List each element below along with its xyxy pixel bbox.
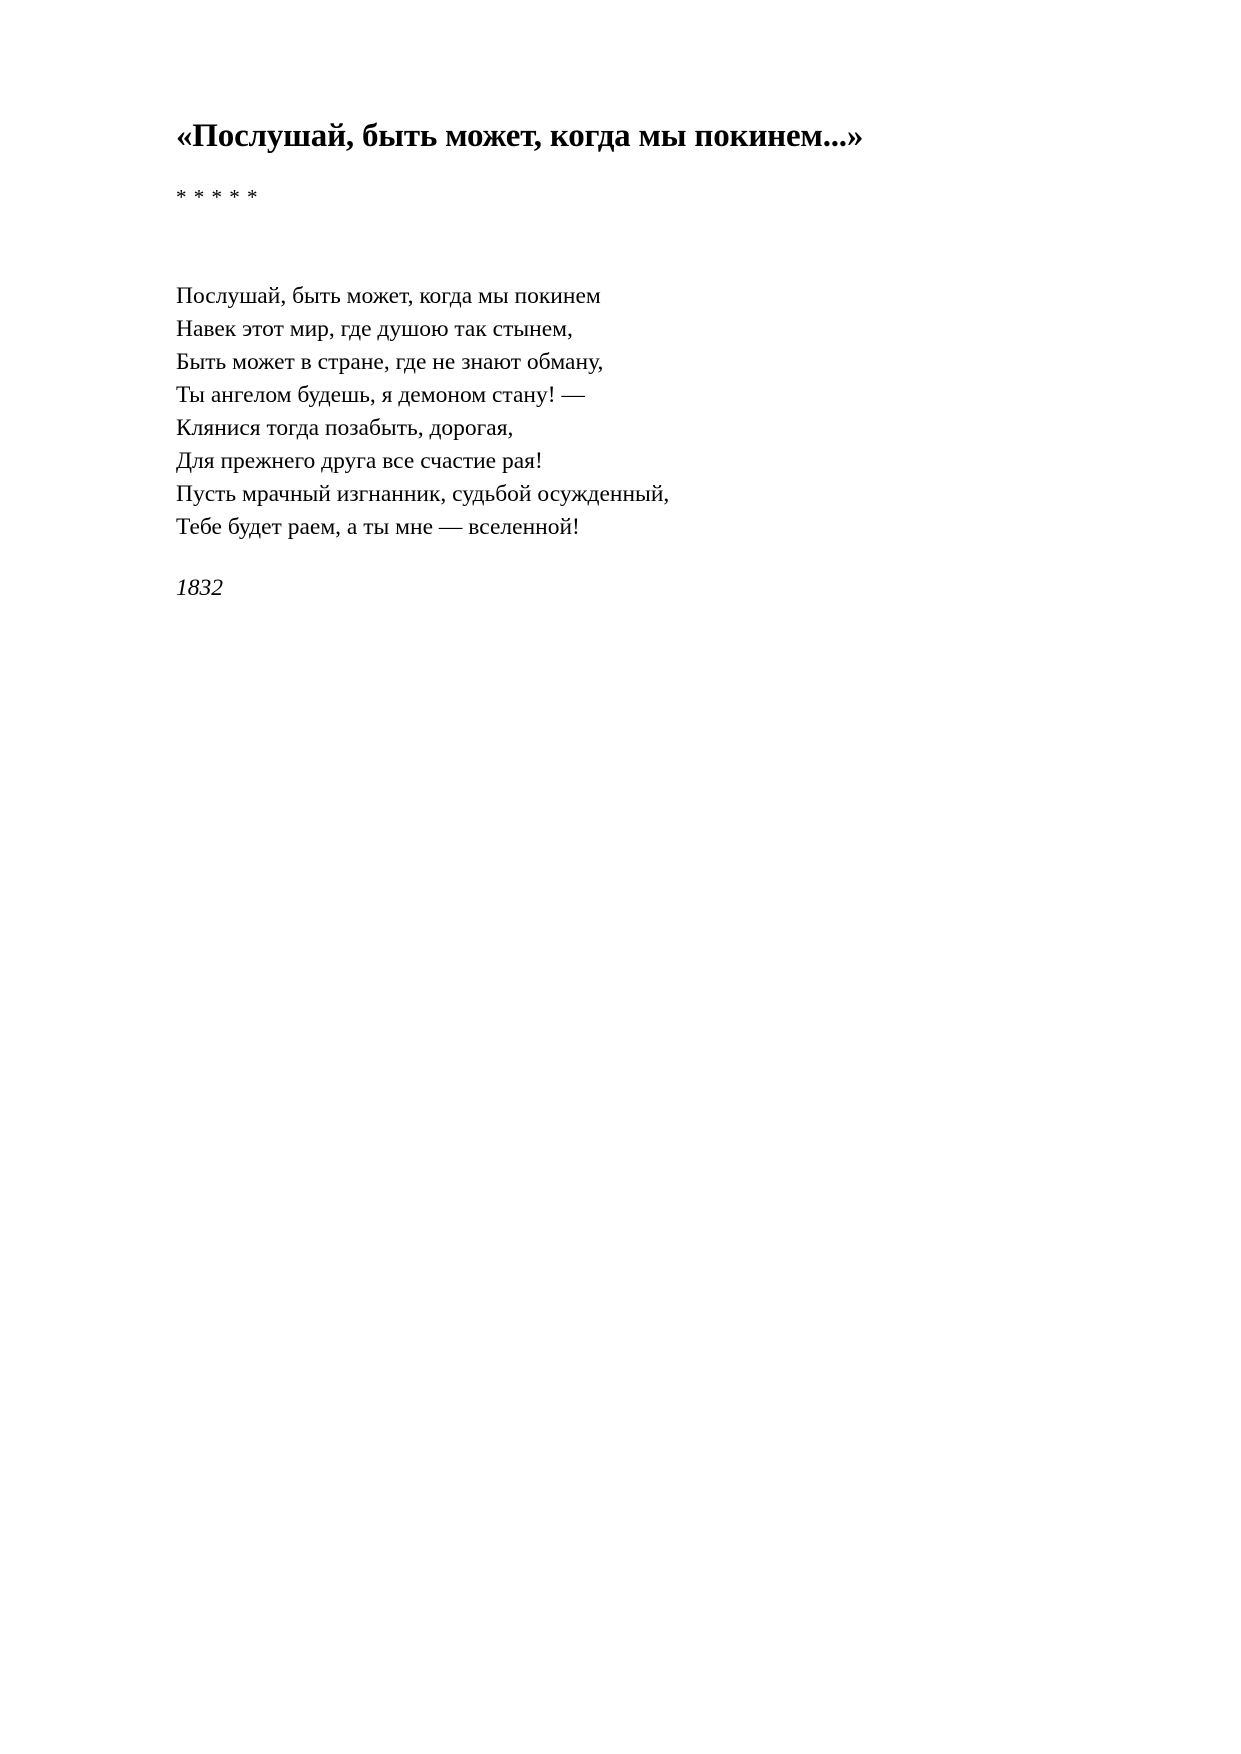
poem-line: Клянися тогда позабыть, дорогая, xyxy=(176,415,514,441)
poem-body xyxy=(176,280,669,544)
poem-line: Для прежнего друга все счастие рая! xyxy=(176,448,543,474)
poem-title: «Послушай, быть может, когда мы покинем...» xyxy=(176,118,864,154)
poem-line: Пусть мрачный изгнанник, судьбой осужденный, xyxy=(176,481,670,507)
poem-year: 1832 xyxy=(176,575,223,601)
poem-line: Тебе будет раем, а ты мне — вселенной! xyxy=(176,514,580,540)
asterisk-separator: * * * * * xyxy=(176,185,259,209)
poem-line: Быть может в стране, где не знают обману, xyxy=(176,349,604,375)
poem-line: Навек этот мир, где душою так стынем, xyxy=(176,316,573,342)
poem-line: Послушай, быть может, когда мы покинем xyxy=(176,283,601,309)
poem-line: Ты ангелом будешь, я демоном стану! — xyxy=(176,382,585,408)
